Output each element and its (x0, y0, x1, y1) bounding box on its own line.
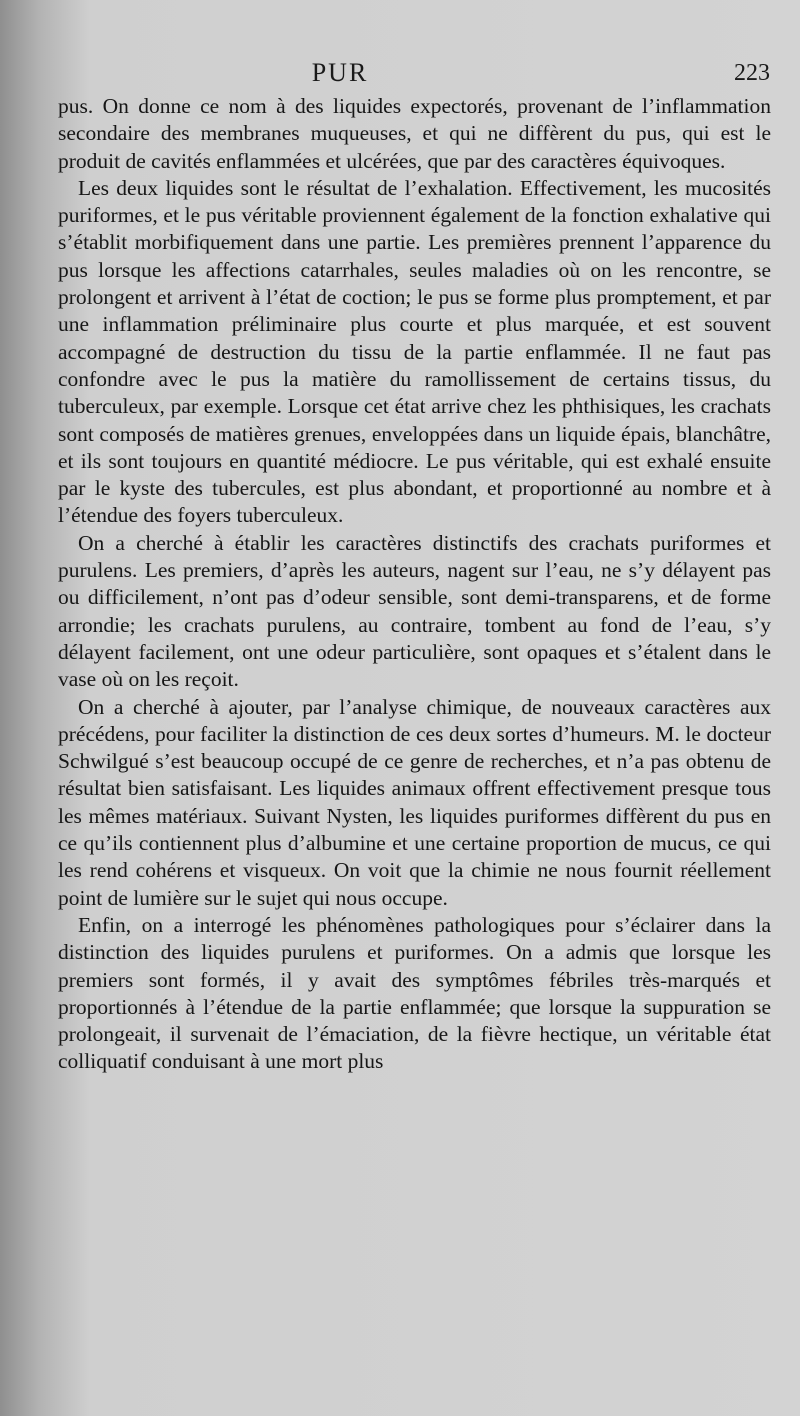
running-head: PUR (311, 58, 369, 87)
paragraph-1: pus. On donne ce nom à des liquides expectorés, provenant de l’inflammation secondaire des membranes muqueuses, et qui ne diffèrent du pus, qui est le produit de cavités enflammées et ulcérées, que par des caractères équivoques. (58, 94, 771, 173)
paragraph-4: On a cherché à ajouter, par l’analyse chimique, de nouveaux caractères aux précédens, pour faciliter la distinction de ces deux sortes d’humeurs. M. le docteur Schwilgué s’est beaucoup occupé de ce genre de recherches, et n’a pas obtenu de résultat bien satisfaisant. Les liquides animaux offrent effectivement presque tous les mêmes matériaux. Suivant Nysten, les liquides puriformes diffèrent du pus en ce qu’ils contiennent plus d’albumine et une certaine proportion de mucus, ce qui les rend cohérens et visqueux. On voit que la chimie ne nous fournit réellement point de lumière sur le sujet qui nous occupe. (58, 694, 771, 910)
paragraph-5: Enfin, on a interrogé les phénomènes pathologiques pour s’éclairer dans la distinction des liquides purulens et puriformes. On a admis que lorsque les premiers sont formés, il y avait des symptômes fébriles très-marqués et proportionnés à l’étendue de la partie enflammée; que lorsque la suppuration se prolongeait, il survenait de l’émaciation, de la fièvre hectique, un véritable état colliquatif conduisant à une mort plus (58, 912, 771, 1074)
paragraph-2: Les deux liquides sont le résultat de l’exhalation. Effectivement, les mucosités puriformes, et le pus véritable proviennent également de la fonction exhalative qui s’établit morbifiquement dans une partie. Les premières prennent l’apparence du pus lorsque les affections catarrhales, seules maladies où on les rencontre, se prolongent et arrivent à l’état de coction; le pus se forme plus promptement, et par une inflammation préliminaire plus courte et plus marquée, et est souvent accompagné de destruction du tissu de la partie enflammée. Il ne faut pas confondre avec le pus la matière du ramollissement de certains tissus, du tuberculeux, par exemple. Lorsque cet état arrive chez les phthisiques, les crachats sont composés de matières grenues, enveloppées dans un liquide épais, blanchâtre, et ils sont toujours en quantité médiocre. Le pus véritable, qui est exhalé ensuite par le kyste des tubercules, est plus abondant, et proportionné au nombre et à l’étendue des foyers tuberculeux. (58, 175, 771, 528)
page-header (0, 58, 800, 92)
paragraph-3: On a cherché à établir les caractères distinctifs des crachats puriformes et purulens. Les premiers, d’après les auteurs, nagent sur l’eau, ne s’y délayent pas ou difficilement, n’ont pas d’odeur sensible, sont demi-transparens, et de forme arrondie; les crachats purulens, au contraire, tombent au fond de l’eau, s’y délayent facilement, ont une odeur particulière, sont opaques et s’étalent dans le vase où on les reçoit. (58, 530, 771, 692)
page-number: 223 (734, 60, 770, 86)
body-text (58, 93, 771, 1076)
